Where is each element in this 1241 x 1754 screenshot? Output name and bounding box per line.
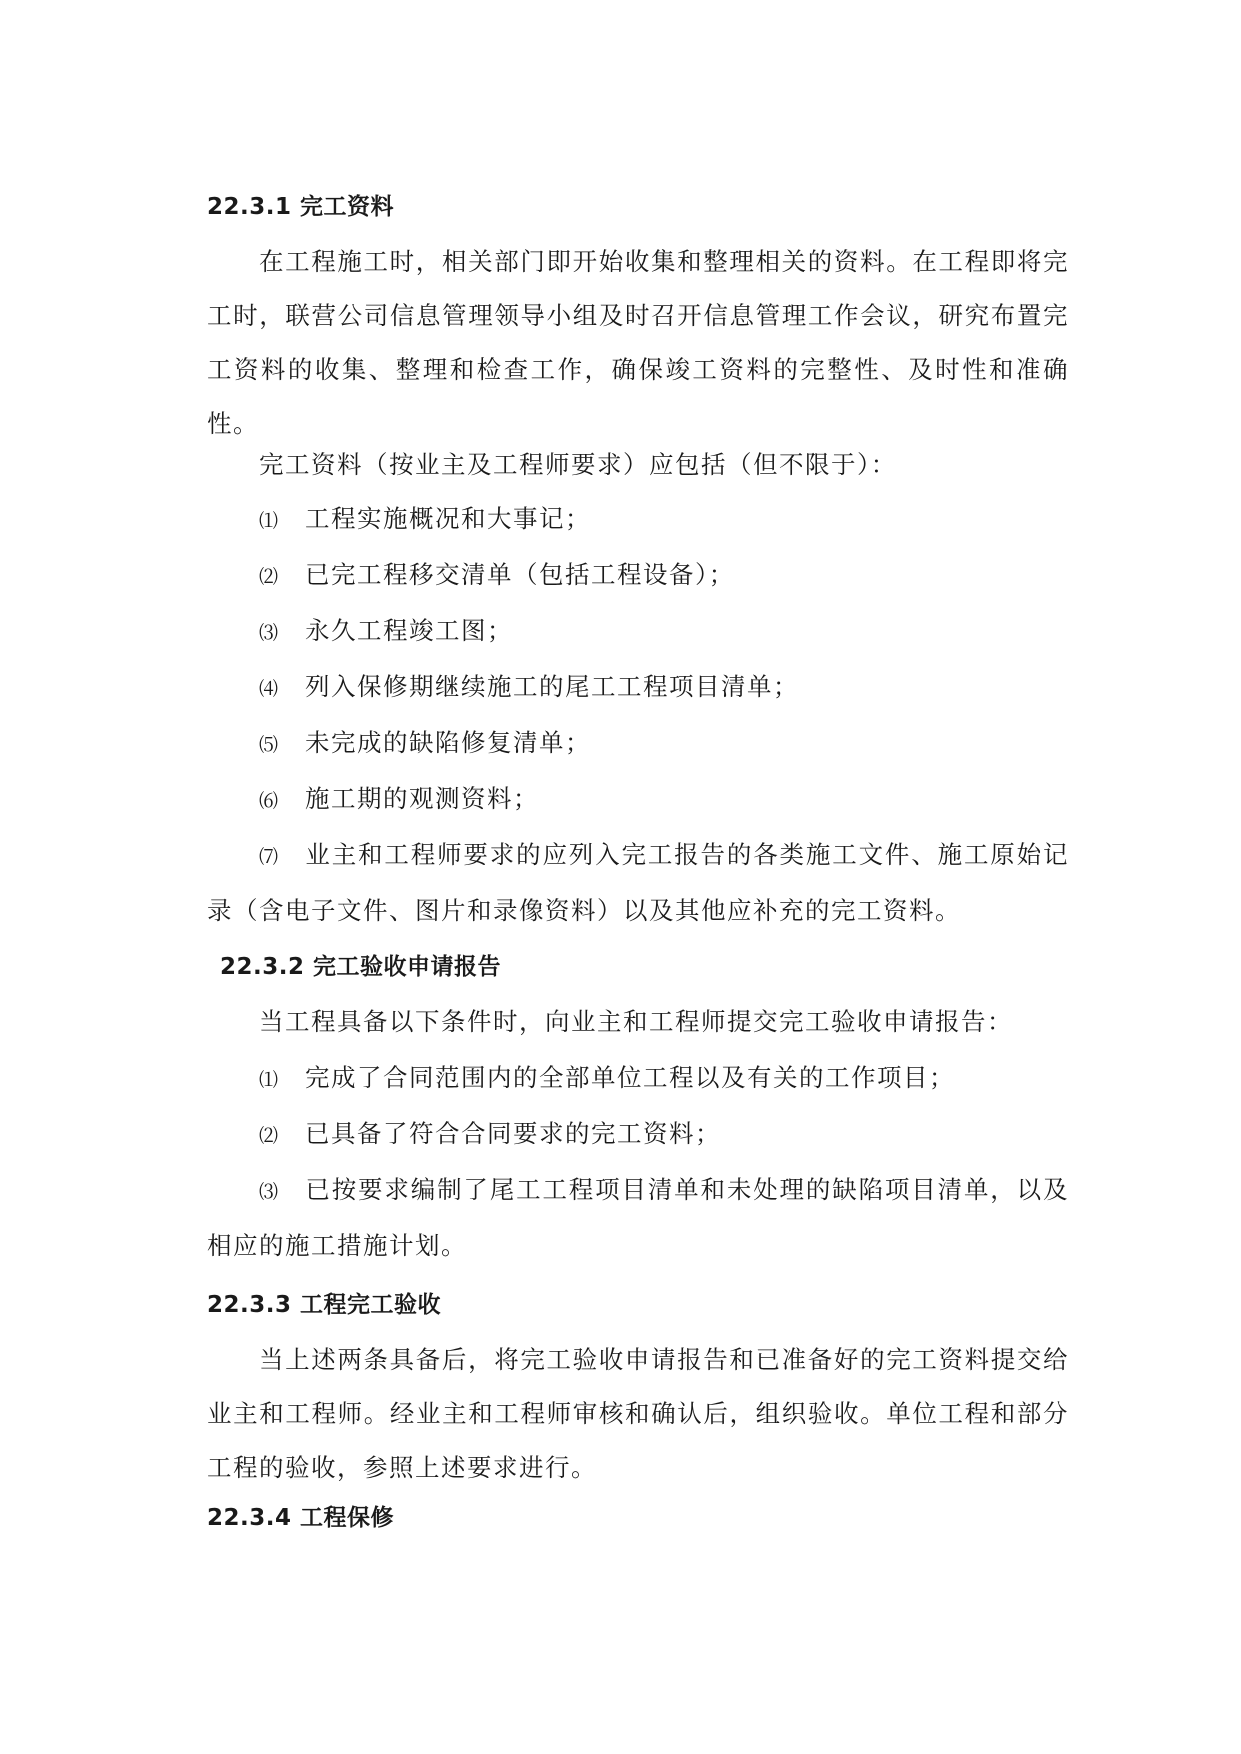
list-item-text: 业主和工程师要求的应列入完工报告的各类施工文件、施工原始记录（含电子文件、图片和录像资料）以及其他应补充的完工资料。 — [207, 840, 1069, 925]
list-item — [207, 828, 1069, 938]
list-item-text: 已完工程移交清单（包括工程设备）； — [305, 560, 735, 589]
list-item-number: ⑺ — [259, 846, 279, 868]
list-item-number: ⑵ — [259, 566, 279, 588]
section-heading-22-3-3: 22.3.3 工程完工验收 — [207, 1292, 441, 1318]
list-item — [207, 1051, 1069, 1107]
list-item-text: 施工期的观测资料； — [305, 784, 539, 813]
section-heading-22-3-1: 22.3.1 完工资料 — [207, 194, 394, 220]
list-item — [207, 1163, 1069, 1273]
paragraph-completion-materials-intro: 在工程施工时，相关部门即开始收集和整理相关的资料。在工程即将完工时，联营公司信息管理领导小组及时召开信息管理工作会议，研究布置完工资料的收集、整理和检查工作，确保竣工资料的完整性、及时性和准确性。 — [207, 247, 1069, 438]
paragraph-acceptance-conditions-intro: 当工程具备以下条件时，向业主和工程师提交完工验收申请报告： — [259, 1007, 1013, 1036]
list-item — [207, 772, 1069, 828]
list-item-number: ⑶ — [259, 1181, 279, 1203]
list-item-number: ⑴ — [259, 1069, 279, 1091]
list-item-number: ⑷ — [259, 678, 279, 700]
list-item-text: 已具备了符合合同要求的完工资料； — [305, 1119, 721, 1148]
paragraph-materials-list-intro: 完工资料（按业主及工程师要求）应包括（但不限于）： — [259, 450, 897, 479]
list-item — [207, 716, 1069, 772]
list-item-number: ⑹ — [259, 790, 279, 812]
list-item-text: 永久工程竣工图； — [305, 616, 513, 645]
list-item-text: 工程实施概况和大事记； — [305, 504, 591, 533]
section-heading-22-3-4: 22.3.4 工程保修 — [207, 1505, 394, 1531]
list-item-number: ⑵ — [259, 1125, 279, 1147]
list-item-text: 列入保修期继续施工的尾工工程项目清单； — [305, 672, 799, 701]
list-item — [207, 604, 1069, 660]
list-item — [207, 660, 1069, 716]
list-item-number: ⑶ — [259, 622, 279, 644]
list-item-text: 未完成的缺陷修复清单； — [305, 728, 591, 757]
list-item-number: ⑸ — [259, 734, 279, 756]
list-item — [207, 548, 1069, 604]
paragraph-completion-acceptance: 当上述两条具备后，将完工验收申请报告和已准备好的完工资料提交给业主和工程师。经业主和工程师审核和确认后，组织验收。单位工程和部分工程的验收，参照上述要求进行。 — [207, 1345, 1069, 1482]
list-item-text: 已按要求编制了尾工工程项目清单和未处理的缺陷项目清单，以及相应的施工措施计划。 — [207, 1175, 1069, 1260]
section-heading-22-3-2: 22.3.2 完工验收申请报告 — [220, 954, 501, 980]
list-item-number: ⑴ — [259, 510, 279, 532]
list-item — [207, 492, 1069, 548]
list-item-text: 完成了合同范围内的全部单位工程以及有关的工作项目； — [305, 1063, 955, 1092]
list-item — [207, 1107, 1069, 1163]
